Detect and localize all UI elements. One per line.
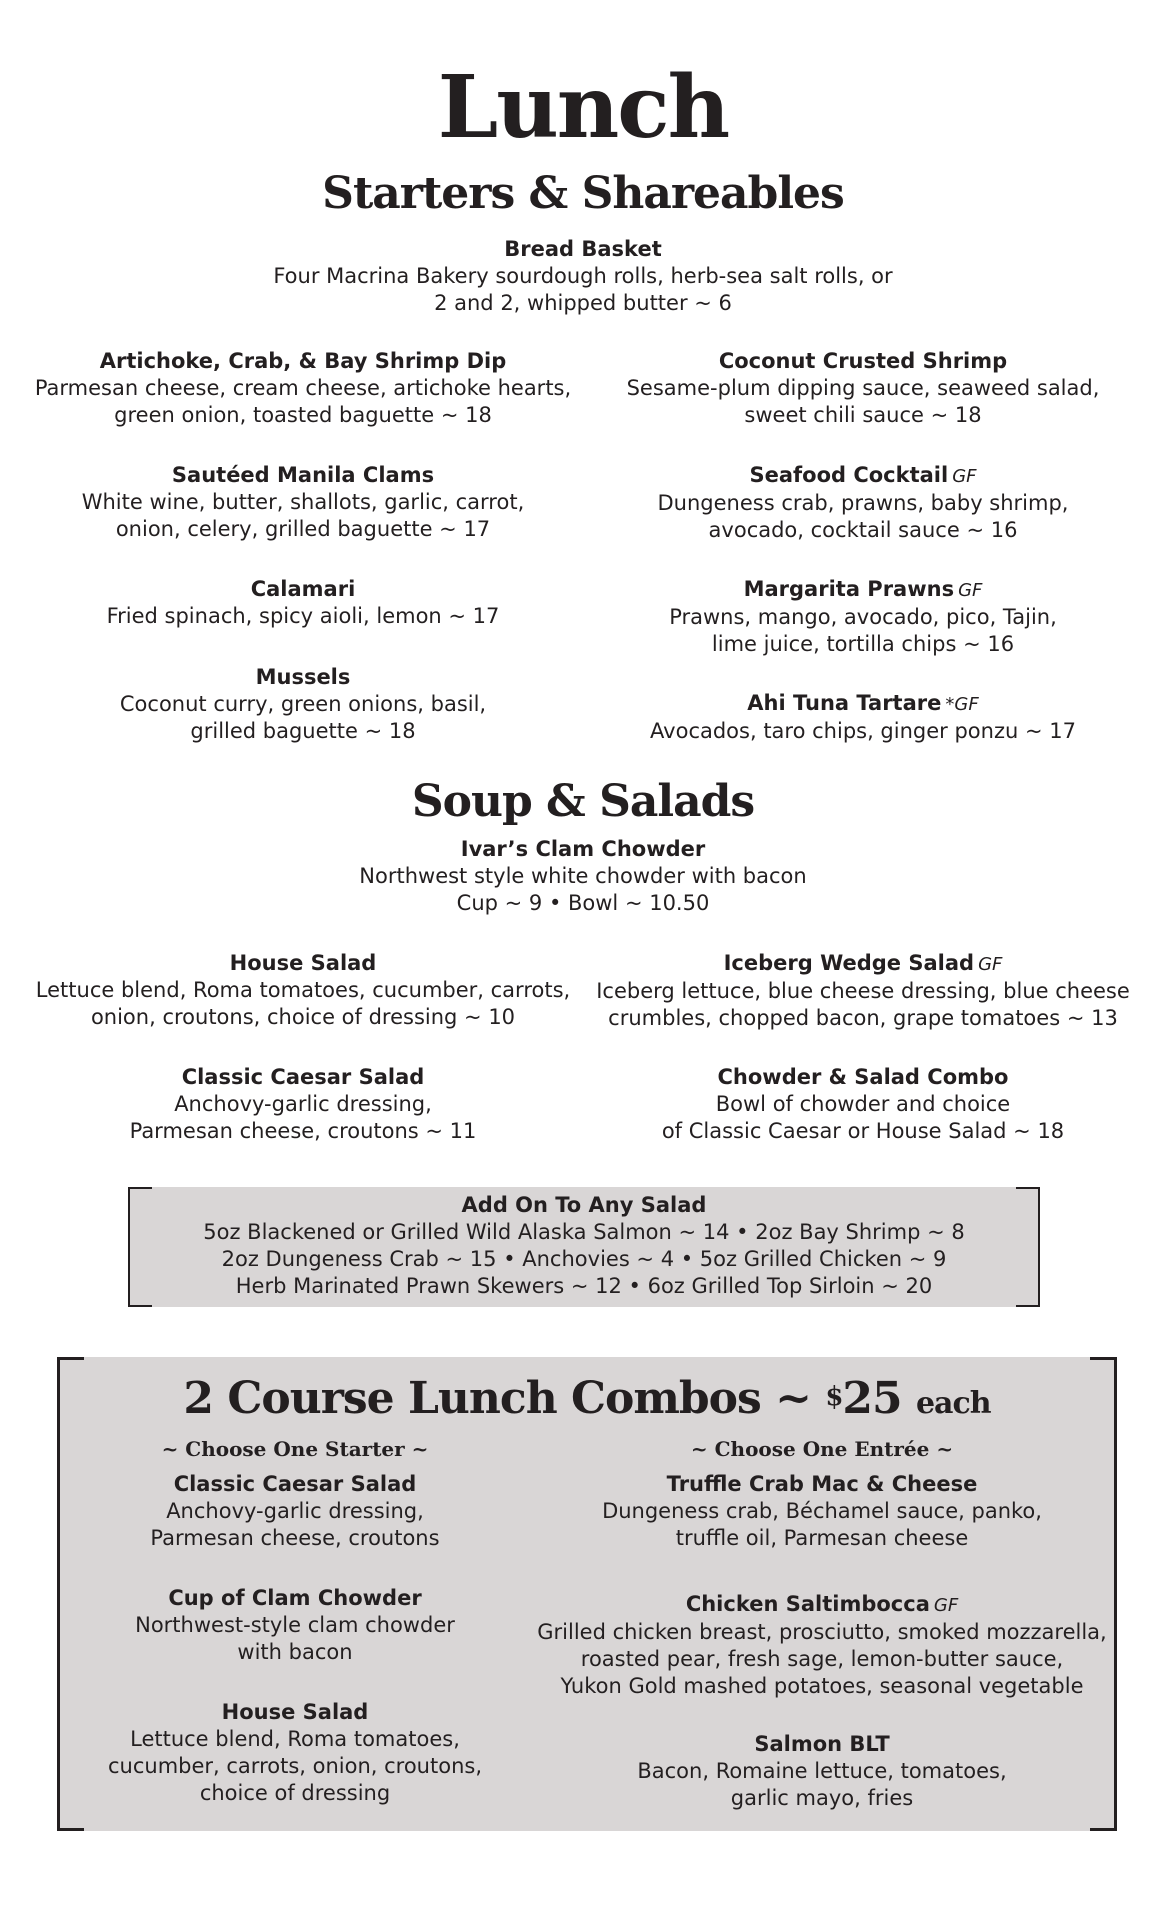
item-name: Iceberg Wedge Salad [723,951,975,975]
item-name: Bread Basket [504,237,662,261]
item-desc: onion, celery, grilled baguette ~ 17 [115,517,491,541]
addon-title: Add On To Any Salad [461,1193,707,1217]
item-name: Cup of Clam Chowder [168,1586,422,1610]
menu-item-calamari [28,576,578,630]
menu-item-iceberg-wedge [588,950,1138,1032]
page-title: Lunch [437,57,729,158]
item-desc: Lettuce blend, Roma tomatoes, [130,1727,460,1751]
combo-entree-salmon-blt [530,1731,1114,1812]
item-desc: Four Macrina Bakery sourdough rolls, herb-sea salt rolls, or [273,264,893,288]
combo-starter-chowder [60,1585,530,1666]
combo-entree-saltimbocca [530,1591,1114,1700]
choose-entree-heading: ~ Choose One Entrée ~ [690,1437,954,1461]
item-desc: Yukon Gold mashed potatoes, seasonal vegetable [560,1674,1084,1698]
item-desc: Dungeness crab, Béchamel sauce, panko, [602,1499,1042,1523]
item-desc: Prawns, mango, avocado, pico, Tajin, [669,605,1057,629]
item-name: Margarita Prawns [743,577,955,601]
menu-item-mussels [28,664,578,745]
starters-heading: Starters & Shareables [322,168,844,219]
combo-box [57,1357,1117,1831]
item-desc: cucumber, carrots, onion, croutons, [107,1754,482,1778]
item-desc: avocado, cocktail sauce ~ 16 [708,518,1018,542]
item-desc: Parmesan cheese, croutons [150,1526,440,1550]
item-desc: Parmesan cheese, croutons ~ 11 [129,1119,477,1143]
item-desc: White wine, butter, shallots, garlic, carrot, [81,490,525,514]
item-name: Calamari [250,577,356,601]
item-desc: with bacon [237,1640,353,1664]
menu-item-seafood-cocktail [588,462,1138,544]
gluten-free-tag: GF [933,1595,959,1616]
item-desc: roasted pear, fresh sage, lemon-butter sauce, [580,1647,1064,1671]
menu-item-bread-basket [0,236,1166,317]
item-name: Sautéed Manila Clams [171,463,435,487]
combo-entree-truffle-mac [530,1471,1114,1552]
item-name: House Salad [221,1700,369,1724]
combo-starter-house-salad [60,1699,530,1807]
item-desc: Anchovy-garlic dressing, [166,1499,424,1523]
item-desc: Bowl of chowder and choice [715,1092,1011,1116]
gluten-free-tag: GF [978,954,1003,975]
item-desc: Sesame-plum dipping sauce, seaweed salad, [626,376,1100,400]
menu-item-house-salad [28,950,578,1031]
item-name: Chicken Saltimbocca [685,1592,930,1616]
item-desc: crumbles, chopped bacon, grape tomatoes ~ 13 [608,1006,1118,1030]
item-name: Seafood Cocktail [749,463,949,487]
gluten-free-tag: GF [952,466,977,487]
menu-item-caesar-salad [28,1064,578,1145]
addon-content [130,1192,1038,1300]
item-name: Classic Caesar Salad [173,1472,417,1496]
combo-each: each [915,1386,991,1421]
item-desc: Fried spinach, spicy aioli, lemon ~ 17 [106,604,500,628]
item-name: Chowder & Salad Combo [717,1065,1009,1089]
item-desc: choice of dressing [199,1781,391,1805]
item-desc: Avocados, taro chips, ginger ponzu ~ 17 [650,719,1076,743]
item-desc: lime juice, tortilla chips ~ 16 [711,632,1015,656]
combo-title [60,1371,1114,1432]
combo-price: 25 [842,1373,902,1424]
item-desc: onion, croutons, choice of dressing ~ 10 [90,1005,516,1029]
item-name: Classic Caesar Salad [181,1065,425,1089]
soups-heading: Soup & Salads [411,776,755,827]
gluten-free-tag: *GF [945,694,979,715]
combo-starter-caesar [60,1471,530,1552]
item-desc: Lettuce blend, Roma tomatoes, cucumber, carrots, [35,978,571,1002]
item-name: Coconut Crusted Shrimp [718,349,1008,373]
item-desc: Anchovy-garlic dressing, [174,1092,432,1116]
item-desc: Cup ~ 9 • Bowl ~ 10.50 [456,891,710,915]
item-desc: Bacon, Romaine lettuce, tomatoes, [637,1759,1007,1783]
item-desc: Parmesan cheese, cream cheese, artichoke hearts, [34,376,572,400]
item-desc: Dungeness crab, prawns, baby shrimp, [657,491,1069,515]
addon-line: 2oz Dungeness Crab ~ 15 • Anchovies ~ 4 • 5oz Grilled Chicken ~ 9 [221,1247,947,1271]
menu-item-manila-clams [28,462,578,543]
item-desc: Northwest-style clam chowder [135,1613,455,1637]
item-name: Ivar’s Clam Chowder [460,837,706,861]
item-name: Ahi Tuna Tartare [747,691,942,715]
item-desc: Northwest style white chowder with bacon [359,864,807,888]
item-name: Salmon BLT [754,1732,890,1756]
item-name: Artichoke, Crab, & Bay Shrimp Dip [99,349,507,373]
addon-line: 5oz Blackened or Grilled Wild Alaska Salmon ~ 14 • 2oz Bay Shrimp ~ 8 [203,1220,965,1244]
item-name: Truffle Crab Mac & Cheese [666,1472,978,1496]
item-desc: truffle oil, Parmesan cheese [675,1526,969,1550]
dollar-sign: $ [825,1382,843,1412]
menu-item-artichoke-dip [28,348,578,429]
item-name: House Salad [229,951,377,975]
item-desc: green onion, toasted baguette ~ 18 [114,403,492,427]
item-desc: Grilled chicken breast, prosciutto, smoked mozzarella, [537,1620,1107,1644]
item-desc: garlic mayo, fries [730,1786,914,1810]
menu-item-clam-chowder [0,836,1166,917]
menu-item-ahi-tuna [588,690,1138,745]
gluten-free-tag: GF [958,580,983,601]
menu-item-margarita-prawns [588,576,1138,658]
choose-starter-heading: ~ Choose One Starter ~ [161,1437,429,1461]
menu-item-chowder-salad-combo [588,1064,1138,1145]
item-desc: of Classic Caesar or House Salad ~ 18 [661,1119,1065,1143]
item-desc: sweet chili sauce ~ 18 [744,403,982,427]
menu-item-coconut-shrimp [588,348,1138,429]
combo-title-text: 2 Course Lunch Combos ~ [183,1373,826,1424]
item-name: Mussels [255,665,351,689]
addon-line: Herb Marinated Prawn Skewers ~ 12 • 6oz Grilled Top Sirloin ~ 20 [235,1274,933,1298]
item-desc: Coconut curry, green onions, basil, [119,692,487,716]
item-desc: 2 and 2, whipped butter ~ 6 [434,291,732,315]
item-desc: Iceberg lettuce, blue cheese dressing, blue cheese [596,979,1130,1003]
addon-box [128,1187,1040,1307]
item-desc: grilled baguette ~ 18 [190,719,416,743]
